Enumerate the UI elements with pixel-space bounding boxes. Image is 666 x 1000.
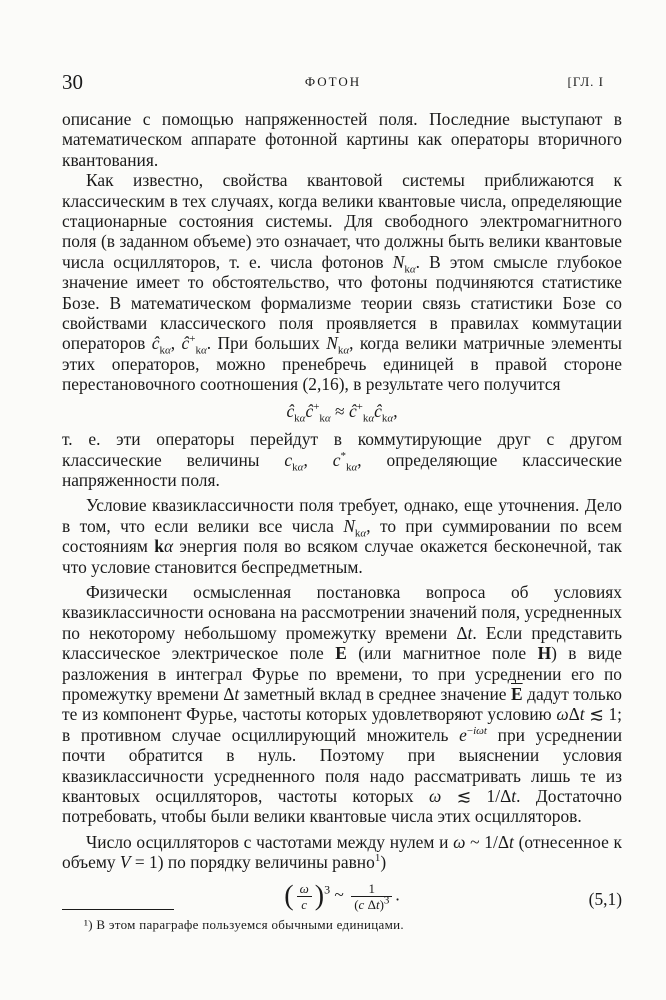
commutation-formula: $ĉ_{k\alpha}ĉ^+_{k\alpha}$ ≈ $ĉ^+_{k\alpha}ĉ_{k\alpha}$, <box>286 400 398 425</box>
equation-5-1: ( $\frac{\omega}{c}$ )$^3$ ~ $\frac{1}{(c \Delta t)^3}$ . (5,1) <box>284 879 622 912</box>
running-title: ФОТОН <box>304 74 362 89</box>
footnote-rule <box>62 909 174 910</box>
paragraph-5: Физически осмысленная постановка вопроса об условиях квазиклассичности основана на рассмотрении значений поля, усредненных по некоторому небольшому промежутку времени Δt. Если представить классическое электрическое поле E (или магнитное поле H) в виде разложения в интеграл Фурье по времени, то при усреднении его по промежутку времени Δt заметный вклад в среднее значение $\overline{E}$ дадут только те из компонент Фурье, частоты которых удовлетворяют условию ωΔt ≲ 1; в противном случае осциллирующий множитель $e^{-i\omega t}$ при усреднении почти обратится в нуль. Поэтому при выяснении условия квазиклассичности усредненного поля надо рассматривать лишь те из квантовых осцилляторов, частоты которых ω ≲ 1/Δt. Достаточно потребовать, чтобы были велики квантовые числа этих осцилляторов. <box>62 581 623 827</box>
paragraph-3: т. е. эти операторы перейдут в коммутирующие друг с другом классические величины $c_{k\alpha}$, $c^*_{k\alpha}$, определяющие классические напряженности поля. <box>62 429 622 490</box>
paragraph-1: описание с помощью напряженностей поля. Последние выступают в математическом аппарате фотонной картины как операторы вторичного квантования. <box>62 109 622 170</box>
paragraph-4: Условие квазиклассичности поля требует, однако, еще уточнения. Дело в том, что если велики все числа $N_{k\alpha}$, то при суммировании по всем состояниям kα энергия поля во всяком случае окажется бесконечной, так что условие становится беспредметным. <box>62 495 623 577</box>
paragraph-6: Число осцилляторов с частотами между нулем и ω ~ 1/Δt (отнесенное к объему V = 1) по порядку величины равно$^1$) <box>62 831 622 873</box>
body-text <box>62 109 622 927</box>
equation-number: (5,1) <box>588 888 622 909</box>
page-header <box>62 70 604 98</box>
page-number: 30 <box>62 70 83 94</box>
footnote: ¹) В этом параграфе пользуемся обычными единицами. <box>84 917 404 932</box>
paragraph-2: Как известно, свойства квантовой системы приближаются к классическим в тех случаях, когда велики квантовые числа, определяющие стационарные состояния системы. Для свободного электромагнитного поля (в заданном объеме) это означает, что должны быть велики квантовые числа осцилляторов, т. е. числа фотонов $N_{k\alpha}$. В этом смысле глубокое значение имеет то обстоятельство, что фотоны подчиняются статистике Бозе. В математическом формализме теории связь статистики Бозе со свойствами классического поля проявляется в правилах коммутации операторов $ĉ_{k\alpha}$, $ĉ^+_{k\alpha}$. При больших $N_{k\alpha}$, когда велики матричные элементы этих операторов, можно пренебречь единицей в правой стороне перестановочного соотношения (2,16), в результате чего получится <box>62 170 622 395</box>
chapter-label: [ГЛ. I <box>567 74 604 89</box>
